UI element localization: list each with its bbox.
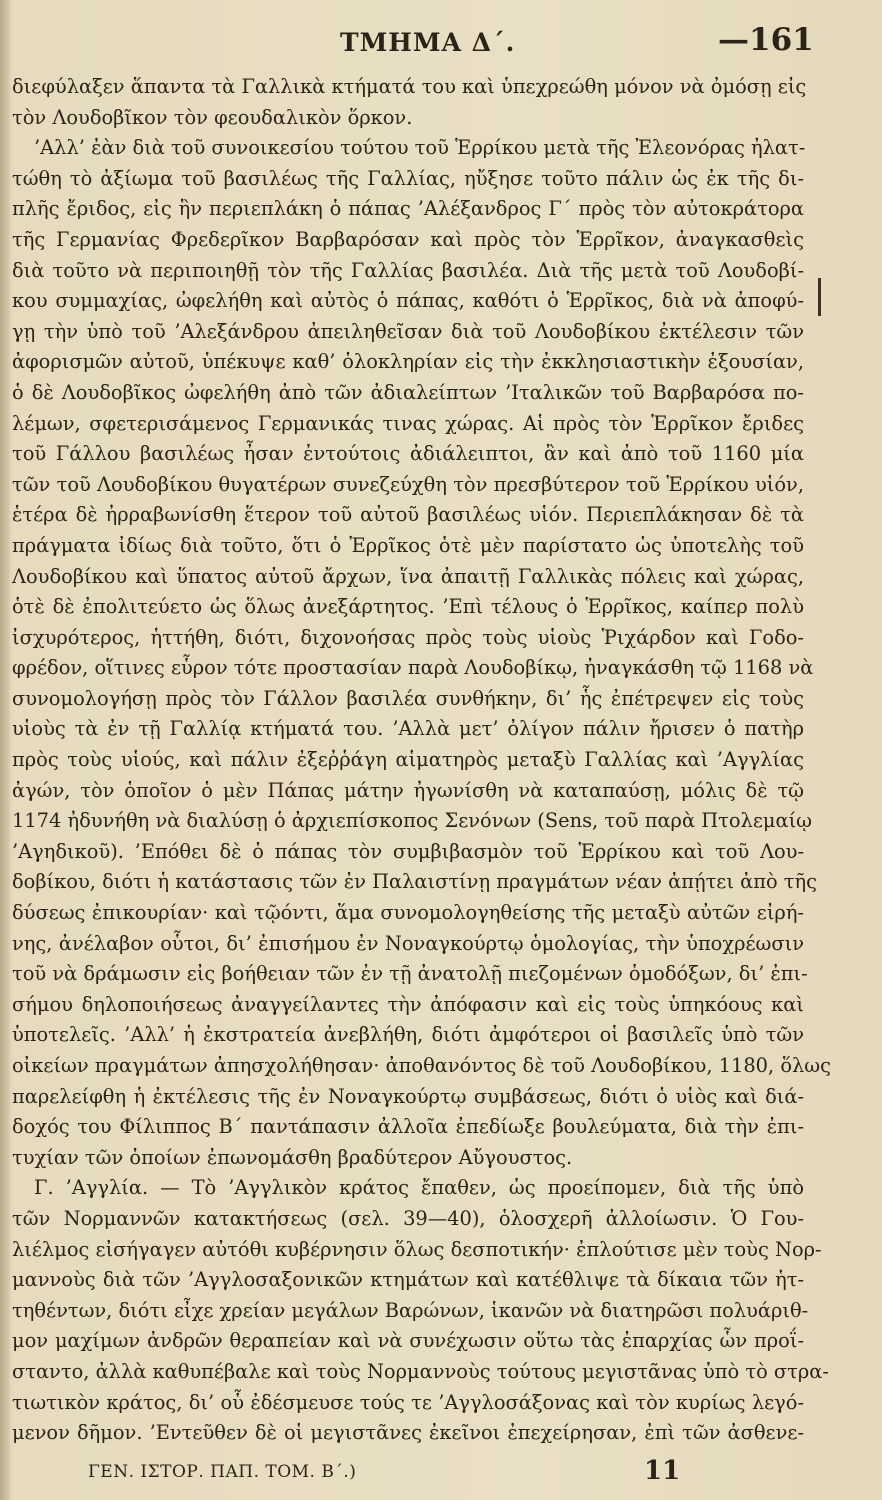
text-line: πράγματα ἰδίως διὰ τοῦτο, ὅτι ὁ Ἑρρῖκος ὁτὲ μὲν παρίστατο ὡς ὑποτελὴς τοῦ bbox=[12, 533, 804, 557]
page-footer bbox=[0, 1452, 882, 1492]
text-line: τῆς Γερμανίας Φρεδερῖκον Βαρβαρόσαν καὶ πρὸς τὸν Ἑρρῖκον, ἀναγκασθεὶς bbox=[12, 227, 804, 251]
text-line: φρέδον, οἵτινες εὗρον τότε προστασίαν παρὰ Λουδοβίκῳ, ἠναγκάσθη τῷ 1168 νὰ bbox=[12, 656, 814, 680]
text-line: ἰσχυρότερος, ἡττήθη, διότι, διχονοήσας πρὸς τοὺς υἱοὺς Ῥιχάρδον καὶ Γοδο- bbox=[12, 625, 804, 649]
text-line: ’Αγηδικοῦ). ’Επόθει δὲ ὁ πάπας τὸν συμβιβασμὸν τοῦ Ἑρρίκου καὶ τοῦ Λου- bbox=[12, 839, 804, 863]
body-text bbox=[12, 72, 831, 1449]
text-line: τὸν Λουδοβῖκον τὸν φεουδαλικὸν ὅρκον. bbox=[12, 105, 413, 129]
text-line: Λουδοβίκου καὶ ὕπατος αὐτοῦ ἄρχων, ἵνα ἀπαιτῇ Γαλλικὰς πόλεις καὶ χώρας, bbox=[12, 564, 804, 588]
text-line: διεφύλαξεν ἅπαντα τὰ Γαλλικὰ κτήματά του καὶ ὑπεχρεώθη μόνον νὰ ὀμόσῃ εἰς bbox=[12, 75, 807, 98]
text-line: τώθη τὸ ἀξίωμα τοῦ βασιλέως τῆς Γαλλίας, ηὔξησε τοῦτο πάλιν ὡς ἐκ τῆς δι- bbox=[12, 166, 804, 190]
page-number: —161 bbox=[718, 22, 814, 58]
text-line: συνομολογήσῃ πρὸς τὸν Γάλλον βασιλέα συνθήκην, δι’ ἧς ἐπέτρεψεν εἰς τοὺς bbox=[12, 686, 804, 710]
text-line: λέμων, σφετερισάμενος Γερμανικάς τινας χώρας. Αἱ πρὸς τὸν Ἑρρῖκον ἔριδες bbox=[12, 411, 804, 435]
text-line: μον μαχίμων ἀνδρῶν θεραπείαν καὶ νὰ συνέχωσιν οὕτω τὰς ἐπαρχίας ὧν προΐ- bbox=[12, 1329, 804, 1353]
text-line: τιωτικὸν κράτος, δι’ οὗ ἐδέσμευσε τούς τε ’Αγγλοσάξονας καὶ τὸν κυρίως λεγό- bbox=[12, 1390, 804, 1414]
text-line: σταντο, ἀλλὰ καθυπέβαλε καὶ τοὺς Νορμαννοὺς τούτους μεγιστᾶνας ὑπὸ τὸ στρα- bbox=[12, 1359, 829, 1383]
text-line: Γ. ’Αγγλία. — Τὸ ’Αγγλικὸν κράτος ἔπαθεν, ὡς προείπομεν, διὰ τῆς ὑπὸ bbox=[34, 1176, 804, 1200]
text-line: τοῦ νὰ δράμωσιν εἰς βοήθειαν τῶν ἐν τῇ ἀνατολῇ πιεζομένων ὁμοδόξων, δι’ ἐπι- bbox=[12, 962, 808, 986]
text-line: ἑτέρα δὲ ἠρραβωνίσθη ἕτερον τοῦ αὐτοῦ βασιλέως υἱόν. Περιεπλάκησαν δὲ τὰ bbox=[12, 503, 804, 527]
text-line: ἀφορισμῶν αὐτοῦ, ὑπέκυψε καθ’ ὁλοκληρίαν εἰς τὴν ἐκκλησιαστικὴν ἐξουσίαν, bbox=[12, 350, 804, 374]
text-line: νης, ἀνέλαβον οὗτοι, δι’ ἐπισήμου ἐν Νοναγκούρτῳ ὁμολογίας, τὴν ὑποχρέωσιν bbox=[12, 931, 804, 955]
text-line: διὰ τοῦτο νὰ περιποιηθῇ τὸν τῆς Γαλλίας βασιλέα. Διὰ τῆς μετὰ τοῦ Λουδοβί- bbox=[12, 258, 804, 282]
text-line: ἀγών, τὸν ὁποῖον ὁ μὲν Πάπας μάτην ἠγωνίσθη νὰ καταπαύσῃ, μόλις δὲ τῷ bbox=[12, 778, 804, 802]
text-line: δοχός του Φίλιππος Β΄ παντάπασιν ἀλλοῖα ἐπεδίωξε βουλεύματα, διὰ τὴν ἐπι- bbox=[12, 1115, 804, 1139]
text-line: ὁτὲ δὲ ἐπολιτεύετο ὡς ὅλως ἀνεξάρτητος. ’Επὶ τέλους ὁ Ἑρρῖκος, καίπερ πολὺ bbox=[12, 595, 804, 619]
text-line: κου συμμαχίας, ὠφελήθη καὶ αὐτὸς ὁ πάπας, καθότι ὁ Ἑρρῖκος, διὰ νὰ ἀποφύ- bbox=[12, 289, 804, 313]
text-line: δύσεως ἐπικουρίαν· καὶ τῷόντι, ἅμα συνομολογηθείσης τῆς μεταξὺ αὐτῶν εἰρή- bbox=[12, 901, 804, 925]
text-line: οἰκείων πραγμάτων ἀπησχολήθησαν· ἀποθανόντος δὲ τοῦ Λουδοβίκου, 1180, ὅλως bbox=[12, 1054, 831, 1077]
text-line: ὁ δὲ Λουδοβῖκος ὠφελήθη ἀπὸ τῶν ἀδιαλείπτων ’Ιταλικῶν τοῦ Βαρβαρόσα πο- bbox=[12, 380, 804, 404]
text-line: υἱοὺς τὰ ἐν τῇ Γαλλίᾳ κτήματά του. ’Αλλὰ μετ’ ὀλίγον πάλιν ἤρισεν ὁ πατὴρ bbox=[12, 717, 804, 741]
text-line: παρελείφθη ἡ ἐκτέλεσις τῆς ἐν Νοναγκούρτῳ συμβάσεως, διότι ὁ υἱὸς καὶ διά- bbox=[12, 1084, 804, 1108]
text-line: πλῆς ἔριδος, εἰς ἣν περιεπλάκη ὁ πάπας ’Αλέξανδρος Γ΄ πρὸς τὸν αὐτοκράτορα bbox=[12, 197, 804, 221]
text-line: γῃ τὴν ὑπὸ τοῦ ’Αλεξάνδρου ἀπειληθεῖσαν διὰ τοῦ Λουδοβίκου ἐκτέλεσιν τῶν bbox=[12, 319, 804, 343]
text-line: μενον δῆμον. ’Εντεῦθεν δὲ οἱ μεγιστᾶνες ἐκεῖνοι ἐπεχείρησαν, ἐπὶ τῶν ἀσθενε- bbox=[12, 1421, 804, 1445]
page-spine-shadow bbox=[0, 0, 10, 1500]
margin-mark bbox=[818, 278, 821, 316]
text-line: δοβίκου, διότι ἡ κατάστασις τῶν ἐν Παλαιστίνῃ πραγμάτων νέαν ἀπῄτει ἀπὸ τῆς bbox=[12, 870, 817, 894]
text-line: λιέλμος εἰσήγαγεν αὐτόθι κυβέρνησιν ὅλως δεσποτικήν· ἐπλούτισε μὲν τοὺς Νορ- bbox=[12, 1237, 822, 1261]
text-line: τῶν Νορμαννῶν κατακτήσεως (σελ. 39—40), ὁλοσχερῆ ἀλλοίωσιν. Ὁ Γου- bbox=[12, 1206, 804, 1230]
text-line: ὑποτελεῖς. ’Αλλ’ ἡ ἐκστρατεία ἀνεβλήθη, διότι ἀμφότεροι οἱ βασιλεῖς ὑπὸ τῶν bbox=[12, 1023, 804, 1047]
footer-note: ΓΕΝ. ΙΣΤΟΡ. ΠΑΠ. ΤΟΜ. Β΄.) bbox=[88, 1462, 357, 1482]
page-header bbox=[0, 22, 882, 66]
text-line: ’Αλλ’ ἐὰν διὰ τοῦ συνοικεσίου τούτου τοῦ Ἑρρίκου μετὰ τῆς Ἐλεονόρας ἠλατ- bbox=[34, 136, 806, 160]
text-line: τυχίαν τῶν ὁποίων ἐπωνομάσθη βραδύτερον Αὔγουστος. bbox=[12, 1145, 573, 1169]
printer-signature: 11 bbox=[644, 1456, 681, 1486]
text-line: 1174 ἠδυνήθη νὰ διαλύσῃ ὁ ἀρχιεπίσκοπος Σενόνων (Sens, τοῦ παρὰ Πτολεμαίῳ bbox=[12, 809, 812, 833]
text-line: μαννοὺς διὰ τῶν ’Αγγλοσαξονικῶν κτημάτων καὶ κατέθλιψε τὰ δίκαια τῶν ἡτ- bbox=[12, 1268, 804, 1292]
section-title: ΤΜΗΜΑ Δ΄. bbox=[340, 28, 516, 57]
text-line: τῶν τοῦ Λουδοβίκου θυγατέρων συνεζεύχθη τὸν πρεσβύτερον τοῦ Ἑρρίκου υἱόν, bbox=[12, 472, 804, 496]
text-line: σήμου δηλοποιήσεως ἀναγγείλαντες τὴν ἀπόφασιν καὶ εἰς τοὺς ὑπηκόους καὶ bbox=[12, 992, 804, 1016]
text-line: τοῦ Γάλλου βασιλέως ἦσαν ἐντούτοις ἀδιάλειπτοι, ἂν καὶ ἀπὸ τοῦ 1160 μία bbox=[12, 442, 804, 466]
text-line: τηθέντων, διότι εἶχε χρείαν μεγάλων Βαρώνων, ἱκανῶν νὰ διατηρῶσι πολυάριθ- bbox=[12, 1298, 809, 1322]
text-line: πρὸς τοὺς υἱούς, καὶ πάλιν ἐξεῤῥάγη αἱματηρὸς μεταξὺ Γαλλίας καὶ ’Αγγλίας bbox=[12, 748, 804, 772]
